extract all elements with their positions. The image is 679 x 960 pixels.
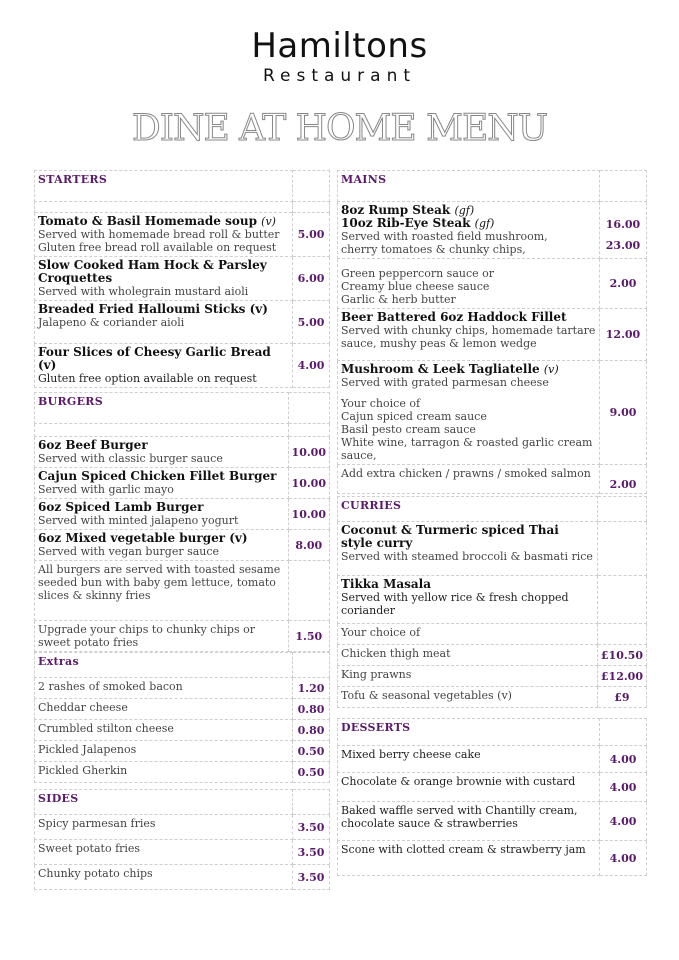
menu-item <box>35 840 330 865</box>
item-price: £9 <box>597 687 646 708</box>
item-name: Mushroom & Leek Tagliatelle <box>341 362 540 376</box>
menu-item <box>35 437 330 468</box>
restaurant-subtitle: Restaurant <box>262 66 417 86</box>
menu-item <box>338 361 647 465</box>
extras-section <box>34 652 330 783</box>
item-name: Spicy parmesan fries <box>35 815 293 840</box>
menu-item <box>338 773 647 802</box>
sauce-option: Green peppercorn sauce or <box>341 267 495 280</box>
item-name: Tofu & seasonal vegetables (v) <box>338 687 598 708</box>
item-name: Baked waffle served with Chantilly cream, chocolate sauce & strawberries <box>338 802 600 841</box>
menu-item <box>35 499 330 530</box>
menu-item <box>35 815 330 840</box>
menu-item <box>35 720 330 741</box>
item-name: Tikka Masala <box>341 577 431 591</box>
item-name: 2 rashes of smoked bacon <box>35 678 293 699</box>
menu-item <box>338 687 647 708</box>
burgers-note: All burgers are served with toasted sesame seeded bun with baby gem lettuce, tomato slices & skinny fries <box>35 561 289 621</box>
sauce-option: Cajun spiced cream sauce <box>341 410 487 423</box>
menu-item <box>338 645 647 666</box>
menu-item <box>338 465 647 494</box>
item-tag: (gf) <box>454 204 475 217</box>
item-name: Scone with clotted cream & strawberry jam <box>338 841 600 876</box>
section-title: CURRIES <box>338 497 598 522</box>
item-price: 0.50 <box>293 741 330 762</box>
sauce-option: White wine, tarragon & roasted garlic cream sauce, <box>341 436 593 462</box>
menu-item <box>35 257 330 301</box>
item-name: 6oz Mixed vegetable burger (v) <box>38 531 248 545</box>
menu-item <box>35 741 330 762</box>
item-desc: Served with wholegrain mustard aioli <box>38 285 249 298</box>
section-title: BURGERS <box>35 393 289 424</box>
item-price: 16.00 <box>605 218 641 231</box>
item-desc: Served with roasted field mushroom, <box>341 230 548 243</box>
menu-item <box>338 576 647 624</box>
sauce-option: Basil pesto cream sauce <box>341 423 476 436</box>
item-desc: Gluten free option available on request <box>38 372 257 385</box>
item-price: 23.00 <box>605 239 641 252</box>
item-price: 0.80 <box>293 720 330 741</box>
section-title: STARTERS <box>35 171 293 202</box>
item-name: Cheddar cheese <box>35 699 293 720</box>
item-price: 4.00 <box>600 802 647 841</box>
mains-section <box>337 170 647 494</box>
menu-item <box>35 762 330 783</box>
item-name: Breaded Fried Halloumi Sticks (v) <box>38 302 268 316</box>
item-price: 3.50 <box>293 815 330 840</box>
item-price: 3.50 <box>293 865 330 890</box>
item-price: 9.00 <box>600 361 647 465</box>
menu-item <box>338 841 647 876</box>
item-name: Four Slices of Cheesy Garlic Bread (v) <box>38 345 271 372</box>
left-column <box>34 170 330 890</box>
item-price: 5.00 <box>293 213 330 257</box>
item-desc: Gluten free bread roll available on request <box>38 241 277 254</box>
menu-item <box>35 699 330 720</box>
item-desc: Served with grated parmesan cheese <box>341 376 549 389</box>
menu-title: DINE AT HOME MENU <box>131 108 548 149</box>
menu-item <box>35 344 330 388</box>
item-name: Add extra chicken / prawns / smoked salmon <box>338 465 600 494</box>
menu-item <box>35 865 330 890</box>
item-price: 1.20 <box>293 678 330 699</box>
item-name: Chocolate & orange brownie with custard <box>338 773 600 802</box>
item-name: Beer Battered 6oz Haddock Fillet <box>341 310 567 324</box>
item-name: Coconut & Turmeric spiced Thai style curry <box>341 523 559 550</box>
item-name: King prawns <box>338 666 598 687</box>
right-column <box>337 170 647 876</box>
item-tag: (v) <box>261 215 276 228</box>
item-choice: Your choice of <box>338 624 598 645</box>
menu-item <box>338 666 647 687</box>
item-price: 12.00 <box>600 309 647 361</box>
item-name: 10oz Rib-Eye Steak <box>341 216 471 230</box>
item-desc: sauce, mushy peas & lemon wedge <box>341 337 537 350</box>
menu-item <box>35 530 330 561</box>
item-desc: Served with steamed broccoli & basmati rice <box>341 550 593 563</box>
item-desc: Served with vegan burger sauce <box>38 545 220 558</box>
sauce-option: Creamy blue cheese sauce <box>341 280 490 293</box>
menu-item <box>338 746 647 773</box>
sides-section <box>34 789 330 890</box>
menu-item <box>35 213 330 257</box>
sauce-option: Garlic & herb butter <box>341 293 456 306</box>
item-name: 6oz Spiced Lamb Burger <box>38 500 204 514</box>
section-title: Extras <box>35 653 293 678</box>
item-price: 1.50 <box>288 621 329 652</box>
menu-item <box>35 621 330 652</box>
item-price: 4.00 <box>600 746 647 773</box>
item-name: Pickled Gherkin <box>35 762 293 783</box>
item-price: £10.50 <box>597 645 646 666</box>
item-desc: Served with yellow rice & fresh chopped coriander <box>341 591 569 617</box>
item-price: £12.00 <box>597 666 646 687</box>
item-name: Crumbled stilton cheese <box>35 720 293 741</box>
section-title: MAINS <box>338 171 600 202</box>
burgers-upgrade: Upgrade your chips to chunky chips or sweet potato fries <box>35 621 289 652</box>
item-name: Pickled Jalapenos <box>35 741 293 762</box>
burgers-section <box>34 392 330 652</box>
section-title: SIDES <box>35 790 293 815</box>
item-name: Cajun Spiced Chicken Fillet Burger <box>38 469 277 483</box>
item-name: 8oz Rump Steak <box>341 203 451 217</box>
item-desc: Served with chunky chips, homemade tartare <box>341 324 596 337</box>
menu-item <box>338 259 647 309</box>
menu-item <box>35 301 330 344</box>
item-name: Chunky potato chips <box>35 865 293 890</box>
item-price: 2.00 <box>600 465 647 494</box>
starters-section <box>34 170 330 388</box>
item-name: Sweet potato fries <box>35 840 293 865</box>
item-desc: Served with homemade bread roll & butter <box>38 228 280 241</box>
item-price: 4.00 <box>600 841 647 876</box>
curries-section <box>337 496 647 708</box>
item-desc: Served with garlic mayo <box>38 483 174 496</box>
item-choice: Your choice of <box>341 397 421 410</box>
item-price: 0.80 <box>293 699 330 720</box>
menu-item <box>35 468 330 499</box>
item-name: 6oz Beef Burger <box>38 438 148 452</box>
menu-item <box>35 678 330 699</box>
item-tag: (v) <box>543 363 559 376</box>
item-price: 8.00 <box>288 530 329 561</box>
item-price: 10.00 <box>288 468 329 499</box>
item-name: Chicken thigh meat <box>338 645 598 666</box>
item-desc: Served with classic burger sauce <box>38 452 223 465</box>
item-desc: cherry tomatoes & chunky chips, <box>341 243 526 256</box>
item-price: 10.00 <box>288 499 329 530</box>
item-price: 3.50 <box>293 840 330 865</box>
item-price: 2.00 <box>600 259 647 309</box>
item-price: 0.50 <box>293 762 330 783</box>
menu-item <box>338 202 647 259</box>
section-title: DESSERTS <box>338 719 600 746</box>
item-price: 10.00 <box>288 437 329 468</box>
desserts-section <box>337 718 647 876</box>
item-price: 4.00 <box>600 773 647 802</box>
restaurant-name: Hamiltons <box>251 26 428 66</box>
item-name: Slow Cooked Ham Hock & Parsley Croquettes <box>38 258 267 285</box>
item-tag: (gf) <box>474 217 495 230</box>
item-desc: Served with minted jalapeno yogurt <box>38 514 239 527</box>
menu-item <box>338 522 647 576</box>
item-price: 5.00 <box>293 301 330 344</box>
item-price: 6.00 <box>293 257 330 301</box>
item-desc: Jalapeno & coriander aioli <box>38 316 185 329</box>
item-name: Tomato & Basil Homemade soup <box>38 214 257 228</box>
menu-item <box>338 309 647 361</box>
item-name: Mixed berry cheese cake <box>338 746 600 773</box>
item-price: 4.00 <box>293 344 330 388</box>
menu-item <box>338 802 647 841</box>
